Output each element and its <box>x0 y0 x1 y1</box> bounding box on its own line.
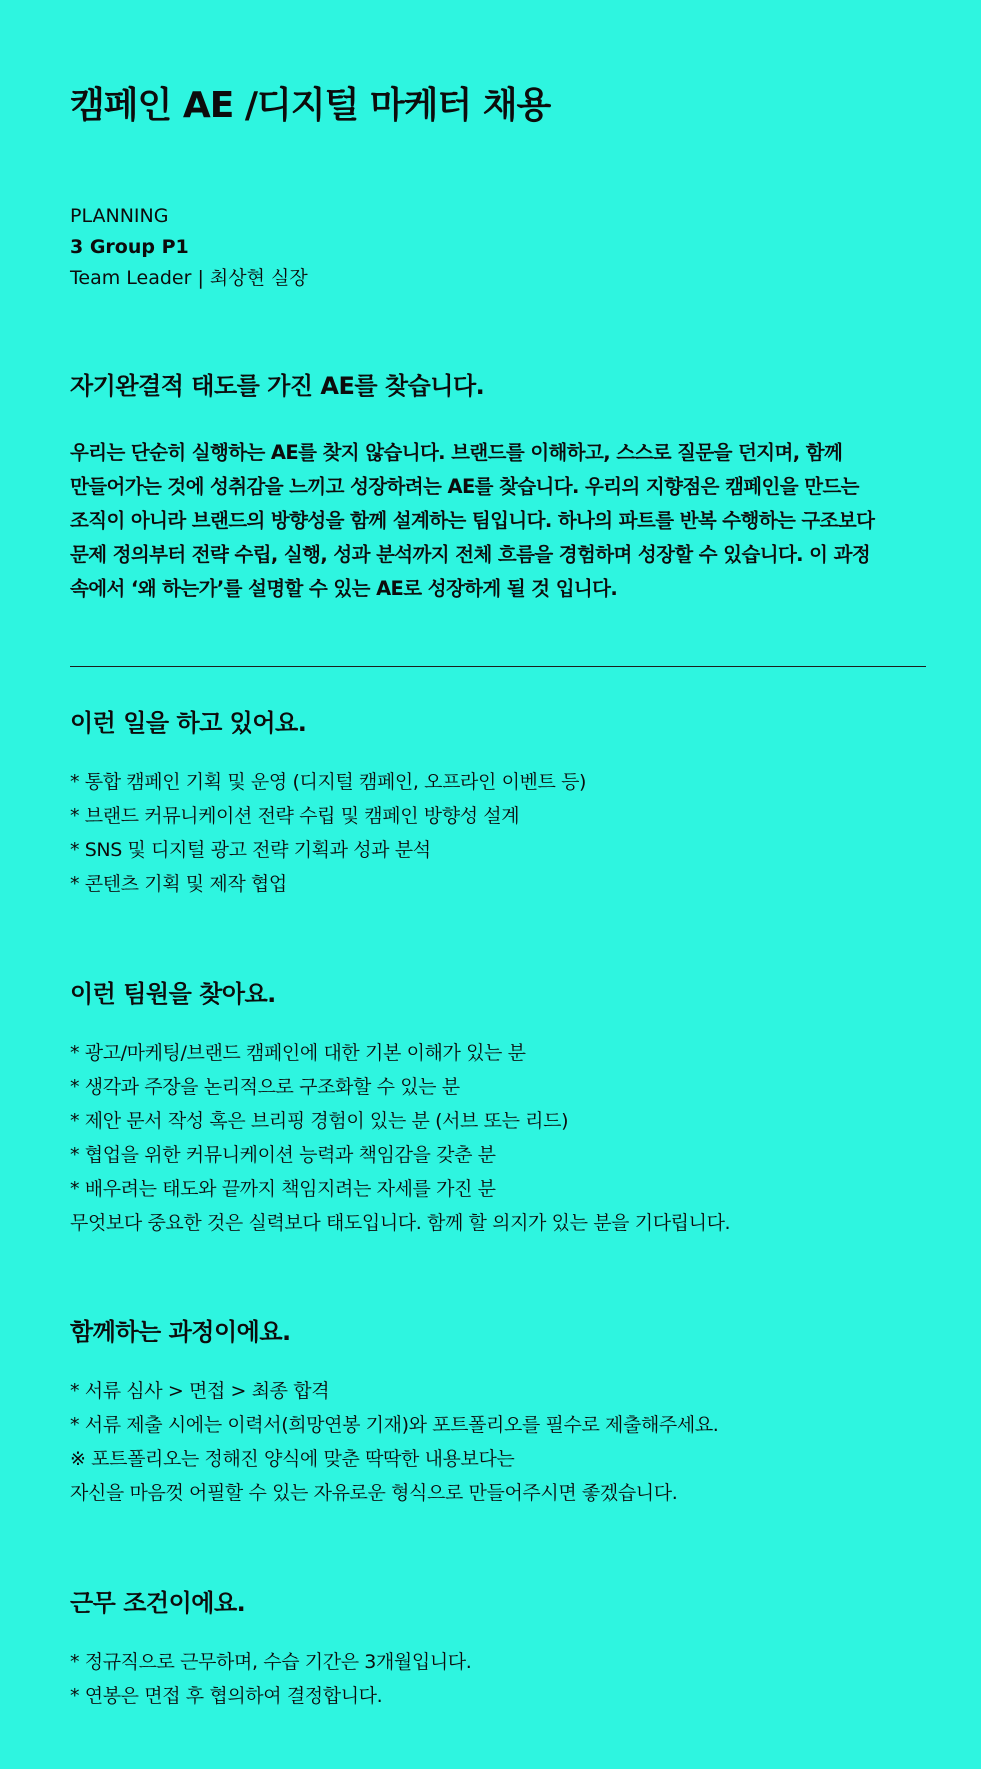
team-leader-label: Team Leader | 최상현 실장 <box>70 267 308 289</box>
list-item: * 서류 제출 시에는 이력서(희망연봉 기재)와 포트폴리오를 필수로 제출해주세요. <box>70 1414 719 1436</box>
group-label: 3 Group P1 <box>70 236 189 258</box>
list-item: * 협업을 위한 커뮤니케이션 능력과 책임감을 갖춘 분 <box>70 1144 496 1166</box>
list-item: * 생각과 주장을 논리적으로 구조화할 수 있는 분 <box>70 1076 460 1098</box>
list-item: * 광고/마케팅/브랜드 캠페인에 대한 기본 이해가 있는 분 <box>70 1042 526 1064</box>
intro-line: 만들어가는 것에 성취감을 느끼고 성장하려는 AE를 찾습니다. 우리의 지향점은 캠페인을 만드는 <box>70 475 859 498</box>
list-item: * 정규직으로 근무하며, 수습 기간은 3개월입니다. <box>70 1651 472 1673</box>
list-item: * 통합 캠페인 기획 및 운영 (디지털 캠페인, 오프라인 이벤트 등) <box>70 771 587 793</box>
section-heading: 근무 조건이에요. <box>70 1589 246 1617</box>
page-title: 캠페인 AE /디지털 마케터 채용 <box>70 85 551 126</box>
section-list <box>70 1036 930 1240</box>
intro-heading: 자기완결적 태도를 가진 AE를 찾습니다. <box>70 372 485 400</box>
team-info <box>70 201 308 294</box>
intro-line: 조직이 아니라 브랜드의 방향성을 함께 설계하는 팀입니다. 하나의 파트를 반복 수행하는 구조보다 <box>70 509 875 532</box>
section-heading: 함께하는 과정이에요. <box>70 1318 291 1346</box>
section-divider <box>70 666 926 667</box>
intro-paragraph <box>70 436 930 606</box>
section-process <box>70 1312 930 1510</box>
list-item: * 제안 문서 작성 혹은 브리핑 경험이 있는 분 (서브 또는 리드) <box>70 1110 569 1132</box>
list-item: ※ 포트폴리오는 정해진 양식에 맞춘 딱딱한 내용보다는 <box>70 1448 515 1470</box>
section-list <box>70 1645 930 1713</box>
list-item: 자신을 마음껏 어필할 수 있는 자유로운 형식으로 만들어주시면 좋겠습니다. <box>70 1482 678 1504</box>
section-requirements <box>70 974 930 1240</box>
section-heading: 이런 일을 하고 있어요. <box>70 709 307 737</box>
list-item: 무엇보다 중요한 것은 실력보다 태도입니다. 함께 할 의지가 있는 분을 기다립니다. <box>70 1212 731 1234</box>
section-duties <box>70 703 930 901</box>
section-list <box>70 765 930 901</box>
list-item: * 배우려는 태도와 끝까지 책임지려는 자세를 가진 분 <box>70 1178 496 1200</box>
intro-line: 문제 정의부터 전략 수립, 실행, 성과 분석까지 전체 흐름을 경험하며 성장할 수 있습니다. 이 과정 <box>70 543 871 566</box>
section-list <box>70 1374 930 1510</box>
list-item: * 연봉은 면접 후 협의하여 결정합니다. <box>70 1685 383 1707</box>
list-item: * 서류 심사 > 면접 > 최종 합격 <box>70 1380 330 1402</box>
list-item: * 콘텐츠 기획 및 제작 협업 <box>70 873 287 895</box>
department-label: PLANNING <box>70 205 169 227</box>
intro-line: 속에서 ‘왜 하는가’를 설명할 수 있는 AE로 성장하게 될 것 입니다. <box>70 577 618 600</box>
list-item: * SNS 및 디지털 광고 전략 기획과 성과 분석 <box>70 839 431 861</box>
intro-line: 우리는 단순히 실행하는 AE를 찾지 않습니다. 브랜드를 이해하고, 스스로 질문을 던지며, 함께 <box>70 441 843 464</box>
section-conditions <box>70 1583 930 1713</box>
section-heading: 이런 팀원을 찾아요. <box>70 980 276 1008</box>
list-item: * 브랜드 커뮤니케이션 전략 수립 및 캠페인 방향성 설계 <box>70 805 520 827</box>
